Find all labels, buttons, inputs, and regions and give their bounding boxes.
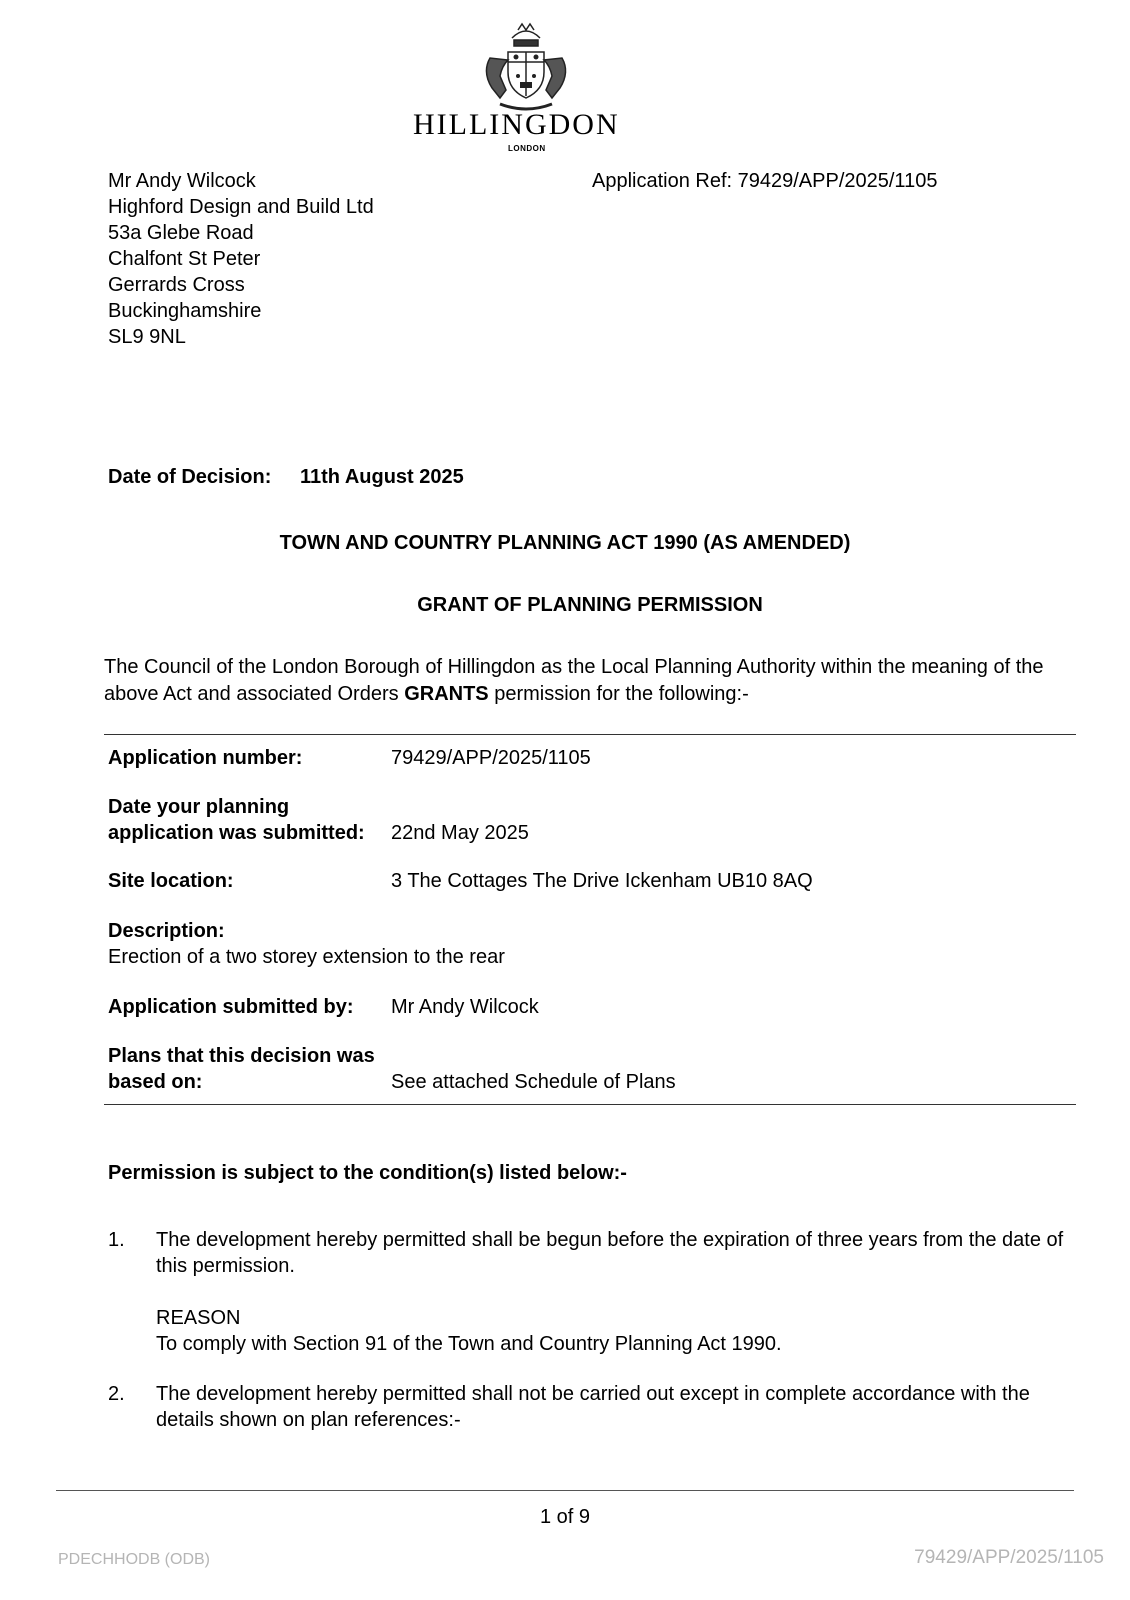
- recipient-county: Buckinghamshire: [108, 300, 262, 322]
- condition-1-number: 1.: [108, 1229, 125, 1251]
- intro-grants: GRANTS: [404, 683, 489, 705]
- submitted-date-label-line1: Date your planning: [108, 796, 290, 818]
- submitted-date-label-line2: application was submitted:: [108, 822, 365, 844]
- council-wordmark-sub: LONDON: [508, 144, 546, 153]
- description-value: Erection of a two storey extension to the rear: [108, 946, 505, 968]
- app-number-label: Application number:: [108, 747, 303, 769]
- plans-label-line1: Plans that this decision was: [108, 1045, 375, 1067]
- application-reference: Application Ref: 79429/APP/2025/1105: [592, 170, 938, 192]
- condition-1-text: The development hereby permitted shall be begun before the expiration of three years from the date of this permission.: [156, 1229, 1064, 1277]
- recipient-company: Highford Design and Build Ltd: [108, 196, 374, 218]
- plans-label-line2: based on:: [108, 1071, 203, 1093]
- footer-document-code: PDECHHODB (ODB): [58, 1551, 211, 1568]
- details-top-divider: [104, 734, 1076, 735]
- recipient-town: Gerrards Cross: [108, 274, 245, 296]
- intro-text-2: permission for the following:-: [488, 683, 749, 705]
- recipient-street: 53a Glebe Road: [108, 222, 254, 244]
- council-crest-icon: [478, 22, 574, 114]
- submitted-by-value: Mr Andy Wilcock: [391, 996, 539, 1018]
- intro-text-1: The Council of the London Borough of Hillingdon as the Local Planning Authority within the meaning of the above Act and associated Orders: [104, 656, 1044, 705]
- submitted-date-label: [108, 794, 365, 846]
- plans-label: [108, 1043, 375, 1095]
- footer-divider: [56, 1490, 1074, 1491]
- plans-value: See attached Schedule of Plans: [391, 1071, 676, 1093]
- submitted-by-label: Application submitted by:: [108, 996, 354, 1018]
- recipient-name: Mr Andy Wilcock: [108, 170, 256, 192]
- app-number-value: 79429/APP/2025/1105: [391, 747, 591, 769]
- site-location-label: Site location:: [108, 870, 234, 892]
- recipient-address: [108, 168, 374, 350]
- description-label: Description:: [108, 920, 225, 942]
- intro-paragraph: [104, 654, 1064, 708]
- condition-2-number: 2.: [108, 1383, 125, 1405]
- submitted-date-value: 22nd May 2025: [391, 822, 529, 844]
- details-bottom-divider: [104, 1104, 1076, 1105]
- conditions-heading: Permission is subject to the condition(s) listed below:-: [108, 1162, 627, 1184]
- condition-1-reason-label: REASON: [156, 1307, 241, 1329]
- footer-application-ref: 79429/APP/2025/1105: [914, 1547, 1104, 1568]
- recipient-postcode: SL9 9NL: [108, 326, 186, 348]
- decision-date-value: 11th August 2025: [300, 466, 464, 488]
- council-wordmark: HILLINGDON: [413, 108, 620, 141]
- act-title: TOWN AND COUNTRY PLANNING ACT 1990 (AS AMENDED): [279, 532, 851, 554]
- decision-date-label: Date of Decision:: [108, 466, 272, 488]
- recipient-locality: Chalfont St Peter: [108, 248, 261, 270]
- site-location-value: 3 The Cottages The Drive Ickenham UB10 8AQ: [391, 870, 813, 892]
- grant-title: GRANT OF PLANNING PERMISSION: [417, 594, 763, 616]
- condition-1-reason-text: To comply with Section 91 of the Town and Country Planning Act 1990.: [156, 1333, 782, 1355]
- page-number: 1 of 9: [539, 1506, 591, 1528]
- decision-date-line: [108, 464, 464, 490]
- condition-2-text: The development hereby permitted shall not be carried out except in complete accordance with the details shown on plan references:-: [156, 1383, 1030, 1431]
